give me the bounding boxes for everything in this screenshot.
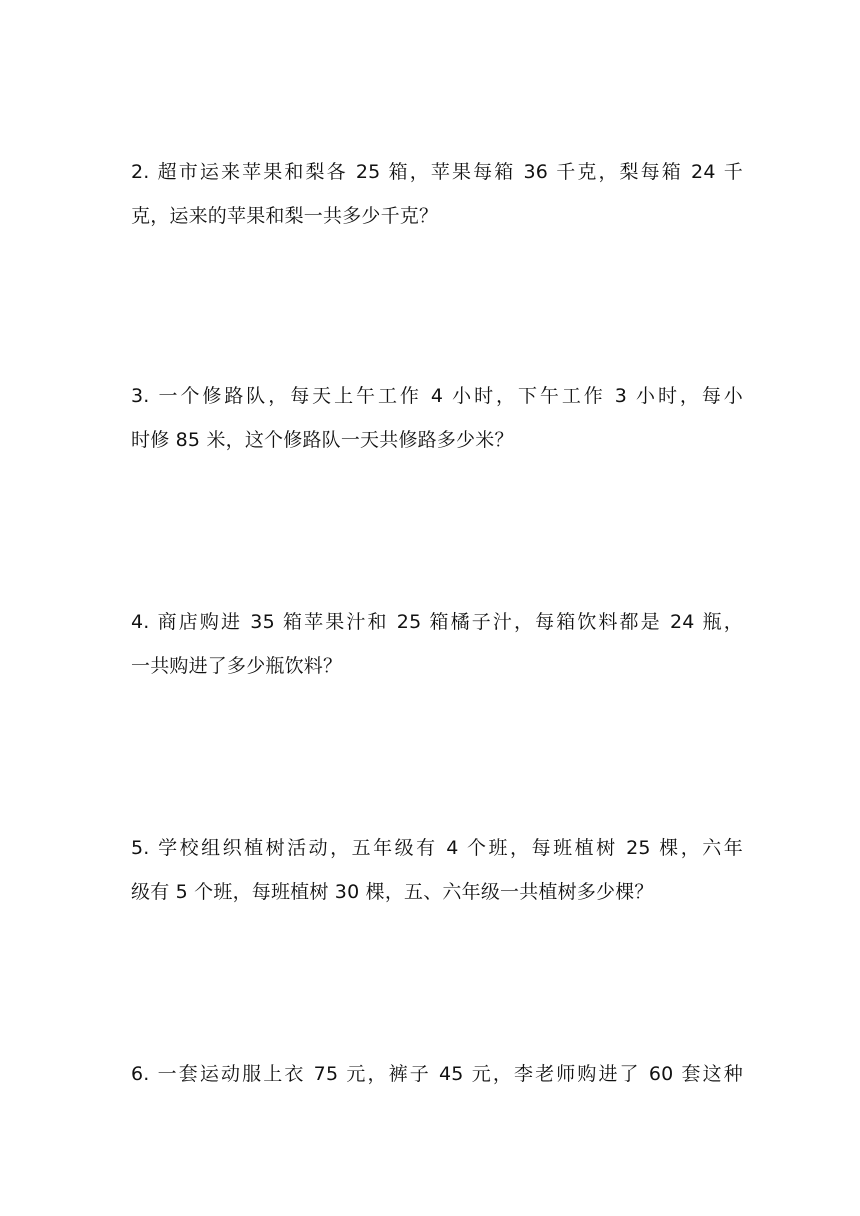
- question-4-line-1: 4. 商店购进 35 箱苹果汁和 25 箱橘子汁，每箱饮料都是 24 瓶，: [131, 611, 743, 633]
- question-2-line-2: 克，运来的苹果和梨一共多少千克？: [131, 205, 439, 227]
- question-4: [131, 600, 743, 688]
- question-3-line-2: 时修 85 米，这个修路队一天共修路多少米？: [131, 429, 514, 451]
- question-2: [131, 150, 743, 238]
- question-5-line-1: 5. 学校组织植树活动，五年级有 4 个班，每班植树 25 棵，六年: [131, 837, 743, 859]
- question-3-line-1: 3. 一个修路队，每天上午工作 4 小时，下午工作 3 小时，每小: [131, 385, 743, 407]
- question-5-line-2: 级有 5 个班，每班植树 30 棵，五、六年级一共植树多少棵？: [131, 881, 654, 903]
- question-5: [131, 826, 743, 914]
- question-6: [131, 1052, 743, 1096]
- question-2-line-1: 2. 超市运来苹果和梨各 25 箱，苹果每箱 36 千克，梨每箱 24 千: [131, 161, 743, 183]
- question-6-line-1: 6. 一套运动服上衣 75 元，裤子 45 元，李老师购进了 60 套这种: [131, 1063, 743, 1085]
- question-3: [131, 374, 743, 462]
- question-4-line-2: 一共购进了多少瓶饮料？: [131, 655, 343, 677]
